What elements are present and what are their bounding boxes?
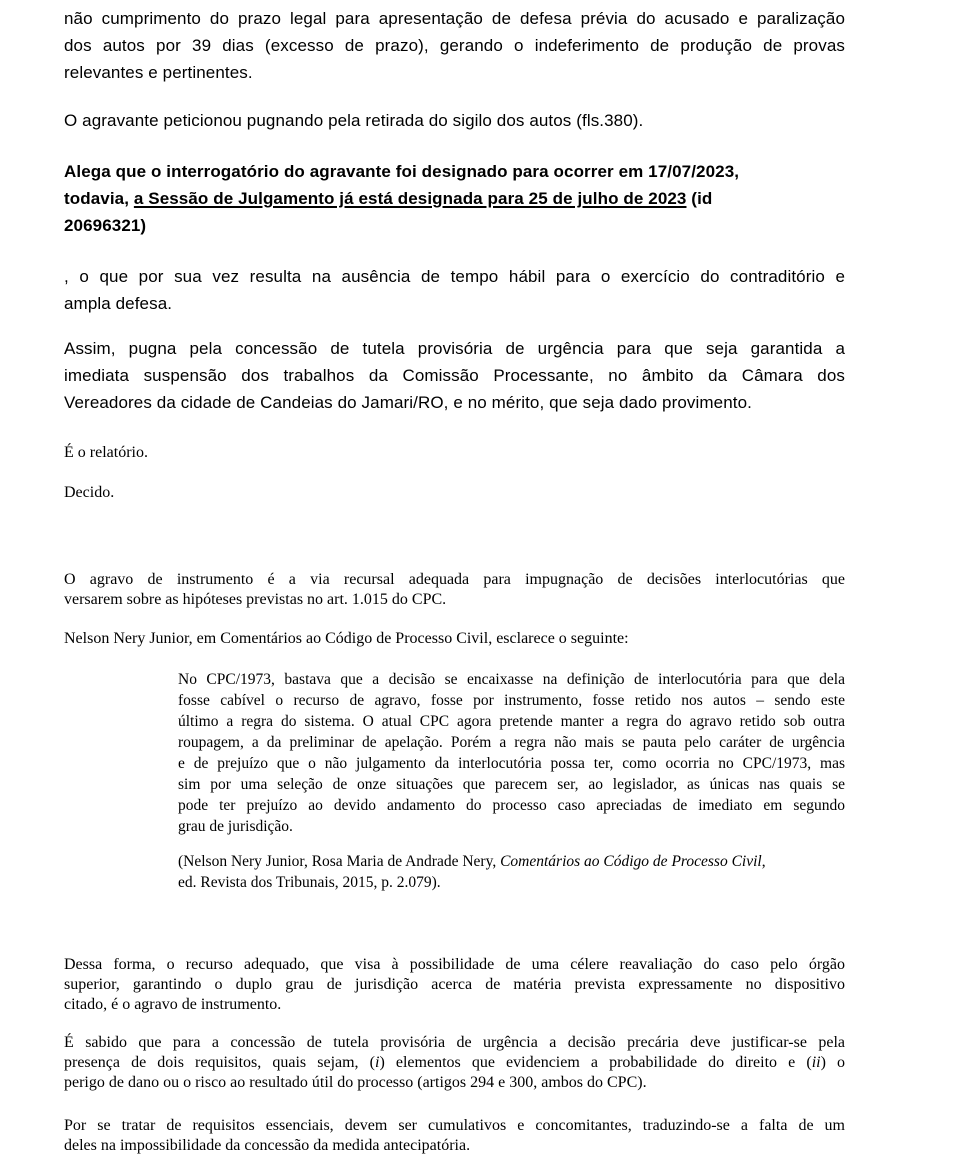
text-segment: a Sessão de Julgamento já está designada para 25 de julho de 2023 [133, 189, 687, 208]
text-line [64, 629, 845, 649]
text-segment: todavia, [64, 189, 134, 208]
text-line [64, 290, 845, 317]
text-line [64, 1073, 845, 1093]
text-line [64, 955, 845, 975]
text-segment: Alega que o interrogatório do agravante foi designado para ocorrer em 17/07/2023, [64, 162, 740, 181]
text-line [64, 590, 845, 610]
paragraph-defesa-previa [64, 5, 845, 86]
text-segment: , o que por sua vez resulta na ausência de tempo hábil para o exercício do contraditório e [64, 267, 845, 286]
text-line [64, 32, 845, 59]
text-segment: (Nelson Nery Junior, Rosa Maria de Andrade Nery, [178, 853, 501, 870]
paragraph-nelson-nery-intro [64, 629, 845, 649]
text-segment: pode ter prejuízo ao devido andamento do processo caso apreciadas de imediato em segundo [178, 797, 845, 814]
text-line [178, 690, 845, 711]
text-line [64, 5, 845, 32]
document-body [64, 5, 845, 1156]
text-line [64, 975, 845, 995]
text-segment: Dessa forma, o recurso adequado, que visa à possibilidade de uma célere reavaliação do caso pelo órgão [64, 956, 845, 973]
paragraph-contraditorio [64, 263, 845, 317]
text-segment: No CPC/1973, bastava que a decisão se encaixasse na definição de interlocutória para que dela [178, 671, 845, 688]
text-segment: deles na impossibilidade da concessão da medida antecipatória. [64, 1137, 471, 1154]
text-line [178, 711, 845, 732]
paragraph-tutela [64, 335, 845, 416]
paragraph-decido [64, 483, 845, 503]
text-segment: , [761, 853, 766, 870]
text-segment: É o relatório. [64, 444, 148, 461]
text-segment: ii [811, 1054, 821, 1071]
text-line [64, 59, 845, 86]
text-segment: ) elementos que evidenciem a probabilidade do direito e ( [379, 1054, 812, 1071]
text-segment: sim por uma seleção de onze situações que parecem ser, ao legislador, as únicas nas quais se [178, 776, 845, 793]
text-segment: presença de dois requisitos, quais sejam, ( [64, 1054, 375, 1071]
text-segment: O agravante peticionou pugnando pela retirada do sigilo dos autos (fls.380). [64, 111, 644, 130]
text-segment: último a regra do sistema. O atual CPC agora pretende manter a regra do agravo retido sob outra [178, 713, 845, 730]
text-segment: roupagem, a da preliminar de apelação. Porém a regra não mais se pauta pelo caráter de urgência [178, 734, 845, 751]
text-segment: superior, garantindo o duplo grau de jurisdição acerca de matéria prevista expressamente no dispositivo [64, 976, 845, 993]
text-segment: i [375, 1054, 380, 1071]
paragraph-alegacao-bold [64, 158, 845, 239]
text-line [64, 362, 845, 389]
text-line [64, 995, 845, 1015]
text-line [64, 263, 845, 290]
paragraph-agravo-instrumento [64, 570, 845, 610]
text-segment: versarem sobre as hipóteses previstas no art. 1.015 do CPC. [64, 591, 447, 608]
paragraph-cumulativos [64, 1116, 845, 1156]
text-segment: Comentários ao Código de Processo Civil [500, 853, 762, 870]
paragraph-dessa-forma [64, 955, 845, 1015]
text-line [64, 443, 845, 463]
text-segment: citado, é o agravo de instrumento. [64, 996, 282, 1013]
text-segment: Nelson Nery Junior, em Comentários ao Código de Processo Civil, esclarece o seguinte: [64, 630, 629, 647]
text-line [178, 851, 845, 872]
text-segment: Vereadores da cidade de Candeias do Jamari/RO, e no mérito, que seja dado provimento. [64, 393, 752, 412]
text-segment: É sabido que para a concessão de tutela provisória de urgência a decisão precária deve justificar-se pela [64, 1034, 845, 1051]
text-line [64, 212, 845, 239]
text-segment: dos autos por 39 dias (excesso de prazo), gerando o indeferimento de produção de provas [64, 36, 845, 55]
text-line [64, 483, 845, 503]
citation [178, 851, 845, 893]
text-line [64, 158, 845, 185]
text-line [64, 389, 845, 416]
text-line [178, 795, 845, 816]
text-line [64, 107, 845, 134]
text-line [64, 185, 845, 212]
text-segment: grau de jurisdição. [178, 818, 293, 835]
text-segment: Decido. [64, 484, 115, 501]
text-line [64, 1116, 845, 1136]
text-segment: perigo de dano ou o risco ao resultado útil do processo (artigos 294 e 300, ambos do CPC). [64, 1074, 647, 1091]
paragraph-sigilo [64, 107, 845, 134]
text-line [64, 1053, 845, 1073]
text-line [64, 1033, 845, 1053]
text-line [178, 732, 845, 753]
text-segment: Assim, pugna pela concessão de tutela provisória de urgência para que seja garantida a [64, 339, 845, 358]
text-segment: imediata suspensão dos trabalhos da Comissão Processante, no âmbito da Câmara dos [64, 366, 845, 385]
text-segment: ed. Revista dos Tribunais, 2015, p. 2.079). [178, 874, 441, 891]
text-line [64, 1136, 845, 1156]
paragraph-relatorio [64, 443, 845, 463]
text-segment: relevantes e pertinentes. [64, 63, 253, 82]
text-segment: não cumprimento do prazo legal para apresentação de defesa prévia do acusado e paralização [64, 9, 845, 28]
text-line [178, 669, 845, 690]
text-segment: (id [686, 189, 713, 208]
text-line [178, 816, 845, 837]
text-segment: 20696321) [64, 216, 147, 235]
text-segment: ) o [820, 1054, 845, 1071]
text-segment: Por se tratar de requisitos essenciais, devem ser cumulativos e concomitantes, traduzindo-se a falta de um [64, 1117, 845, 1134]
text-segment: O agravo de instrumento é a via recursal adequada para impugnação de decisões interlocutórias que [64, 571, 845, 588]
text-segment: ampla defesa. [64, 294, 173, 313]
text-line [64, 335, 845, 362]
paragraph-requisitos [64, 1033, 845, 1093]
text-line [178, 753, 845, 774]
text-line [178, 774, 845, 795]
text-line [178, 872, 845, 893]
text-line [64, 570, 845, 590]
block-quote [178, 669, 845, 837]
text-segment: fosse cabível o recurso de agravo, fosse por instrumento, fosse retido nos autos – sendo este [178, 692, 845, 709]
text-segment: e de prejuízo que o não julgamento da interlocutória possa ter, como ocorria no CPC/1973, mas [178, 755, 845, 772]
